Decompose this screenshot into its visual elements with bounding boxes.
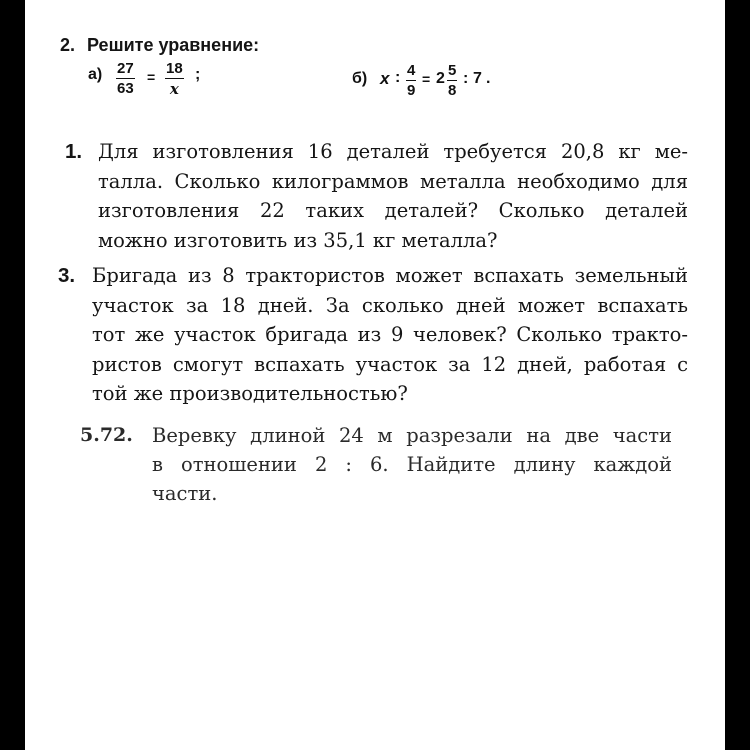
scanned-page	[25, 0, 725, 750]
problem-2-number: 2.	[60, 35, 76, 55]
problem-1-line: изготовления 22 таких деталей? Сколько деталей	[98, 199, 688, 222]
part-b-equals: =	[422, 71, 431, 87]
problem-572-line: части.	[152, 482, 218, 505]
part-a-label: а)	[88, 66, 103, 83]
part-b-mixed-fraction	[447, 63, 457, 99]
part-b-whole: 2	[436, 70, 445, 87]
part-a-left-denominator: 63	[117, 80, 134, 97]
problem-1-number: 1.	[65, 140, 83, 163]
part-a-equals: =	[147, 69, 156, 85]
problem-3-line: той же производительностью?	[92, 382, 408, 405]
part-a-left-numerator: 27	[117, 60, 134, 77]
problem-572-number: 5.72.	[80, 424, 133, 446]
problem-1-text	[98, 137, 688, 255]
problem-3-text	[92, 261, 688, 409]
problem-572-line: в отношении 2 : 6. Найдите длину каждой	[152, 453, 672, 476]
problem-1-line: можно изготовить из 35,1 кг металла?	[98, 228, 498, 252]
problem-3-number: 3.	[58, 264, 76, 287]
part-a-right-fraction	[165, 61, 184, 97]
part-b-fraction	[406, 63, 416, 99]
problem-3-line: участок за 18 дней. За сколько дней может вспахать	[92, 293, 688, 317]
problem-3-line: тот же участок бригада из 9 человек? Сколько тракто-	[92, 323, 688, 346]
part-b-numerator: 4	[407, 62, 416, 79]
problem-1-line: талла. Сколько килограммов металла необходимо для	[98, 169, 688, 193]
problem-1-line: Для изготовления 16 деталей требуется 20,8 кг ме-	[98, 140, 688, 163]
part-b-mixed-denominator: 8	[448, 82, 457, 99]
part-b-denominator: 9	[407, 82, 416, 99]
part-b-variable: x	[380, 69, 390, 88]
part-b-divisor: 7	[473, 70, 482, 87]
problem-3-line: ристов смогут вспахать участок за 12 дней, работая с	[92, 352, 688, 376]
part-b-period: .	[486, 70, 491, 87]
problem-572-text	[152, 421, 672, 508]
problem-2-title: Решите уравнение:	[87, 35, 260, 55]
part-b-mixed-numerator: 5	[448, 62, 457, 79]
part-b-divide-2: :	[463, 70, 469, 87]
problem-3-line: Бригада из 8 трактористов может вспахать земельный	[92, 264, 688, 287]
part-b-divide-1: :	[395, 69, 401, 86]
part-a-right-numerator: 18	[166, 60, 183, 77]
problem-572-line: Веревку длиной 24 м разрезали на две части	[152, 424, 672, 447]
part-b-label: б)	[352, 70, 368, 87]
part-a-left-fraction	[116, 61, 135, 97]
part-a-semicolon: ;	[195, 66, 201, 83]
part-a-right-denominator: x	[169, 80, 179, 98]
